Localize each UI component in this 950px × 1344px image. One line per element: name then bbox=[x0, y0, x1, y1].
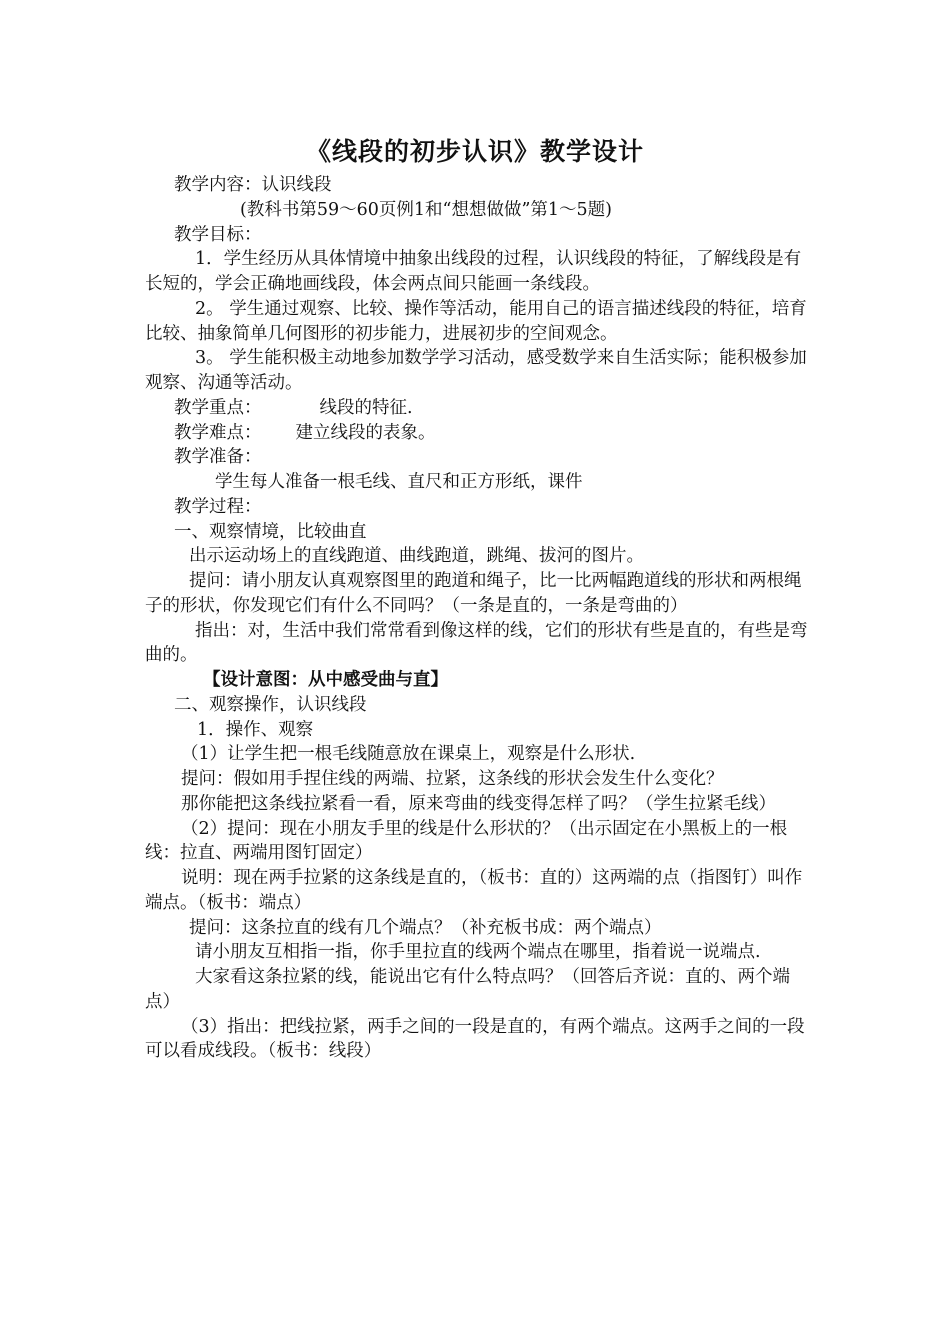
objectives-label: 教学目标： bbox=[174, 224, 262, 245]
document-title: 《线段的初步认识》教学设计 bbox=[305, 137, 644, 166]
section-2-subheading: 1．操作、观察 bbox=[197, 719, 314, 740]
content-source: (教科书第59～60页例1和“想想做做”第1～5题) bbox=[240, 199, 612, 220]
key-point-label: 教学重点： bbox=[174, 397, 262, 418]
key-point-text: 线段的特征. bbox=[319, 397, 413, 418]
section-2-paragraph: （2）提问：现在小朋友手里的线是什么形状的？（出示固定在小黑板上的一根线：拉直、两端用图钉固定） bbox=[145, 818, 788, 864]
difficulty-label: 教学难点： bbox=[174, 422, 262, 443]
difficulty-line bbox=[145, 421, 815, 446]
section-2-paragraph: （1）让学生把一根毛线随意放在课桌上，观察是什么形状. bbox=[181, 744, 636, 765]
section-2-paragraph: 说明：现在两手拉紧的这条线是直的，（板书：直的）这两端的点（指图钉）叫作端点。（板书：端点） bbox=[145, 868, 803, 913]
prep-label: 教学准备： bbox=[174, 447, 262, 468]
difficulty-text: 建立线段的表象。 bbox=[295, 422, 436, 443]
section-1-paragraph: 指出：对，生活中我们常常看到像这样的线，它们的形状有些是直的，有些是弯曲的。 bbox=[145, 620, 808, 666]
section-1-paragraph: 提问：请小朋友认真观察图里的跑道和绳子，比一比两幅跑道线的形状和两根绳子的形状，你发现它们有什么不同吗？（一条是直的，一条是弯曲的） bbox=[145, 571, 802, 616]
section-2-heading: 二、观察操作，认识线段 bbox=[174, 694, 367, 715]
objective-3: 3。 学生能积极主动地参加数学学习活动，感受数学来自生活实际；能积极参加观察、沟通等活动。 bbox=[145, 348, 807, 393]
section-2-paragraph: 那你能把这条线拉紧看一看，原来弯曲的线变得怎样了吗？（学生拉紧毛线） bbox=[181, 793, 776, 814]
key-point-line bbox=[145, 396, 815, 421]
section-2-paragraph: 请小朋友互相指一指，你手里拉直的线两个端点在哪里，指着说一说端点. bbox=[195, 942, 761, 963]
section-2-paragraph: 提问：这条拉直的线有几个端点？（补充板书成：两个端点） bbox=[189, 917, 662, 938]
section-1-heading: 一、观察情境，比较曲直 bbox=[174, 521, 367, 542]
objective-2: 2。 学生通过观察、比较、操作等活动，能用自己的语言描述线段的特征，培育比较、抽象简单几何图形的初步能力，进展初步的空间观念。 bbox=[145, 298, 807, 344]
section-2-paragraph: （3）指出：把线拉紧，两手之间的一段是直的，有两个端点。这两手之间的一段可以看成线段。（板书：线段） bbox=[145, 1016, 805, 1062]
prep-text: 学生每人准备一根毛线、直尺和正方形纸，课件 bbox=[215, 472, 583, 492]
section-1-paragraph: 出示运动场上的直线跑道、曲线跑道，跳绳、拔河的图片。 bbox=[189, 546, 644, 567]
design-intent: 【设计意图：从中感受曲与直】 bbox=[203, 670, 448, 690]
content-label: 教学内容：认识线段 bbox=[174, 175, 332, 195]
document-body bbox=[145, 173, 815, 1064]
section-2-paragraph: 大家看这条拉紧的线，能说出它有什么特点吗？（回答后齐说：直的、两个端点） bbox=[145, 967, 790, 1012]
process-label: 教学过程： bbox=[174, 496, 262, 517]
objective-1: 1．学生经历从具体情境中抽象出线段的过程，认识线段的特征，了解线段是有长短的，学会正确地画线段，体会两点间只能画一条线段。 bbox=[145, 249, 802, 294]
section-2-paragraph: 提问：假如用手捏住线的两端、拉紧，这条线的形状会发生什么变化？ bbox=[181, 769, 724, 789]
